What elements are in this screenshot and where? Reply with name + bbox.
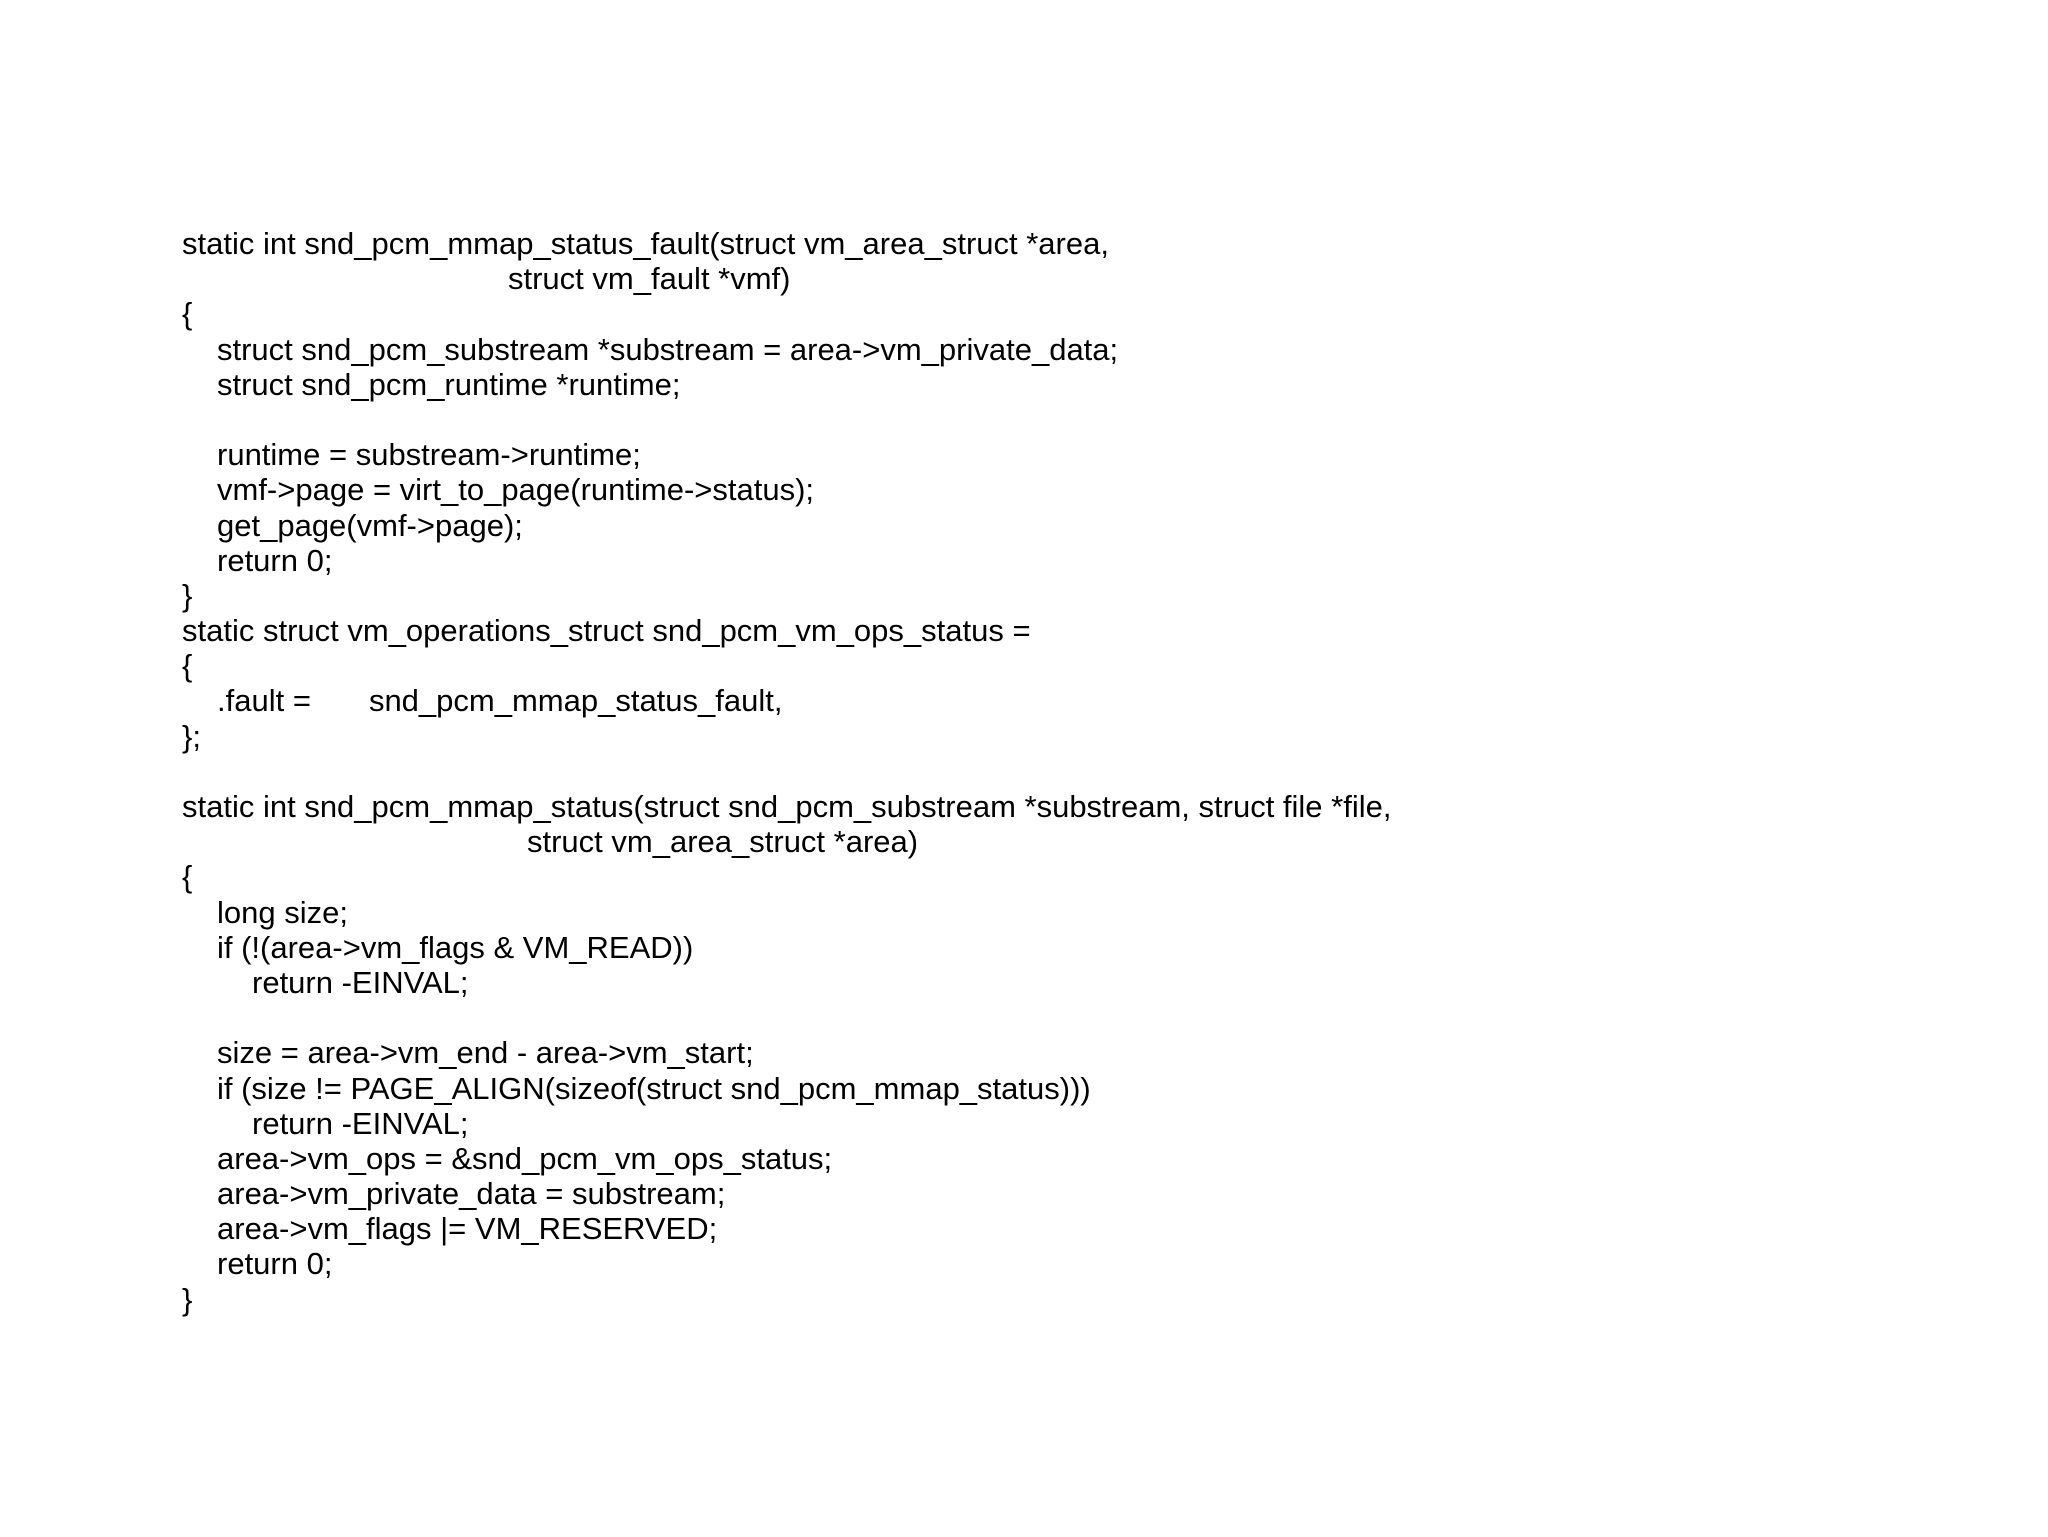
code-line-28: area->vm_private_data = substream;	[217, 1176, 726, 1212]
code-line-7: runtime = substream->runtime;	[217, 437, 641, 473]
code-line-12: static struct vm_operations_struct snd_pcm_vm_ops_status =	[182, 613, 1031, 649]
code-line-22: return -EINVAL;	[252, 964, 469, 1000]
code-line-20: long size;	[217, 894, 348, 930]
code-line-4: struct snd_pcm_substream *substream = area->vm_private_data;	[217, 331, 1119, 367]
code-line-16-blank	[182, 754, 1391, 789]
code-line-15: };	[182, 718, 201, 754]
code-line-17: static int snd_pcm_mmap_status(struct snd_pcm_substream *substream, struct file *file,	[182, 789, 1392, 824]
code-line-11: }	[182, 577, 193, 613]
code-line-18: struct vm_area_struct *area)	[527, 824, 919, 860]
code-line-2: struct vm_fault *vmf)	[508, 261, 791, 297]
fault-field-label: .fault =	[217, 683, 311, 719]
code-line-30: return 0;	[217, 1246, 333, 1282]
code-line-21: if (!(area->vm_flags & VM_READ))	[217, 929, 694, 965]
code-line-5: struct snd_pcm_runtime *runtime;	[217, 366, 681, 402]
code-line-14	[182, 683, 1391, 718]
code-line-27: area->vm_ops = &snd_pcm_vm_ops_status;	[217, 1140, 833, 1176]
code-line-24: size = area->vm_end - area->vm_start;	[217, 1035, 754, 1071]
code-line-25: if (size != PAGE_ALIGN(sizeof(struct snd_pcm_mmap_status)))	[217, 1070, 1091, 1106]
code-line-19: {	[182, 859, 193, 895]
code-line-10: return 0;	[217, 542, 333, 578]
code-block	[182, 226, 1391, 1317]
code-line-9: get_page(vmf->page);	[217, 507, 523, 543]
code-line-3: {	[182, 296, 193, 332]
code-line-6-blank	[182, 402, 1391, 437]
code-line-23-blank	[182, 1000, 1391, 1035]
code-line-31: }	[182, 1281, 193, 1317]
code-line-13: {	[182, 648, 193, 684]
code-line-26: return -EINVAL;	[252, 1105, 469, 1141]
code-line-1: static int snd_pcm_mmap_status_fault(struct vm_area_struct *area,	[182, 226, 1109, 261]
code-line-8: vmf->page = virt_to_page(runtime->status);	[217, 472, 815, 508]
fault-field-value: snd_pcm_mmap_status_fault,	[368, 683, 783, 719]
code-line-29: area->vm_flags |= VM_RESERVED;	[217, 1211, 718, 1247]
